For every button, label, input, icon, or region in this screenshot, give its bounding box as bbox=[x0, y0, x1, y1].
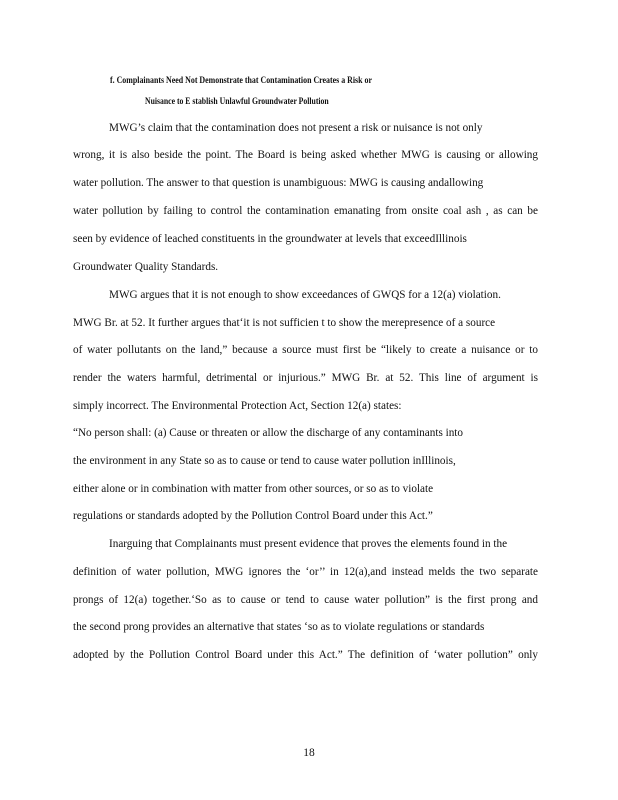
quote-line-1: “No person shall: (a) Cause or threaten or allow the discharge of any contaminants into bbox=[73, 427, 463, 439]
paragraph-2-line-5: simply incorrect. The Environmental Protection Act, Section 12(a) states: bbox=[73, 400, 402, 412]
paragraph-4-line-4: the second prong provides an alternative that states ‘so as to violate regulations or standards bbox=[73, 621, 485, 633]
quote-line-3: either alone or in combination with matter from other sources, or so as to violate bbox=[73, 483, 434, 495]
paragraph-1-line-6: Groundwater Quality Standards. bbox=[73, 261, 219, 273]
paragraph-2-line-1: MWG argues that it is not enough to show exceedances of GWQS for a 12(a) violation. bbox=[109, 289, 501, 301]
section-heading-text-1: f. Complainants Need Not Demonstrate that Contamination Creates a Risk or bbox=[110, 75, 372, 85]
paragraph-1-line-1: MWG’s claim that the contamination does not present a risk or nuisance is not only bbox=[109, 122, 483, 134]
quote-line-2: the environment in any State so as to cause or tend to cause water pollution inIllinois, bbox=[73, 455, 456, 467]
paragraph-4-line-1: Inarguing that Complainants must present evidence that proves the elements found in the bbox=[109, 538, 508, 550]
paragraph-2-line-4: render the waters harmful, detrimental or injurious.” MWG Br. at 52. This line of argument is bbox=[73, 372, 538, 384]
paragraph-2-line-2: MWG Br. at 52. It further argues that‘it is not sufficien t to show the merepresence of a source bbox=[73, 317, 496, 329]
paragraph-1-line-2: wrong, it is also beside the point. The Board is being asked whether MWG is causing or allowing bbox=[73, 149, 538, 161]
paragraph-4-line-2: definition of water pollution, MWG ignores the ‘or’’ in 12(a),and instead melds the two separate bbox=[73, 566, 538, 578]
section-heading-line-2 bbox=[145, 96, 329, 106]
paragraph-1-line-3: water pollution. The answer to that question is unambiguous: MWG is causing andallowing bbox=[73, 177, 484, 189]
quote-line-4: regulations or standards adopted by the Pollution Control Board under this Act.” bbox=[73, 510, 433, 522]
page-number: 18 bbox=[303, 747, 315, 759]
section-heading-text-2: Nuisance to E stablish Unlawful Groundwater Pollution bbox=[145, 96, 329, 106]
paragraph-4-line-3: prongs of 12(a) together.‘So as to cause or tend to cause water pollution” is the first prong and bbox=[73, 594, 538, 606]
paragraph-1-line-4: water pollution by failing to control the contamination emanating from onsite coal ash , as can be bbox=[73, 205, 538, 217]
paragraph-4-line-5: adopted by the Pollution Control Board under this Act.” The definition of ‘water pollution” only bbox=[73, 649, 538, 661]
paragraph-2-line-3: of water pollutants on the land,” because a source must first be “likely to create a nuisance or to bbox=[73, 344, 538, 356]
paragraph-1-line-5: seen by evidence of leached constituents in the groundwater at levels that exceedIllinois bbox=[73, 233, 467, 245]
section-heading-line-1 bbox=[110, 75, 545, 85]
